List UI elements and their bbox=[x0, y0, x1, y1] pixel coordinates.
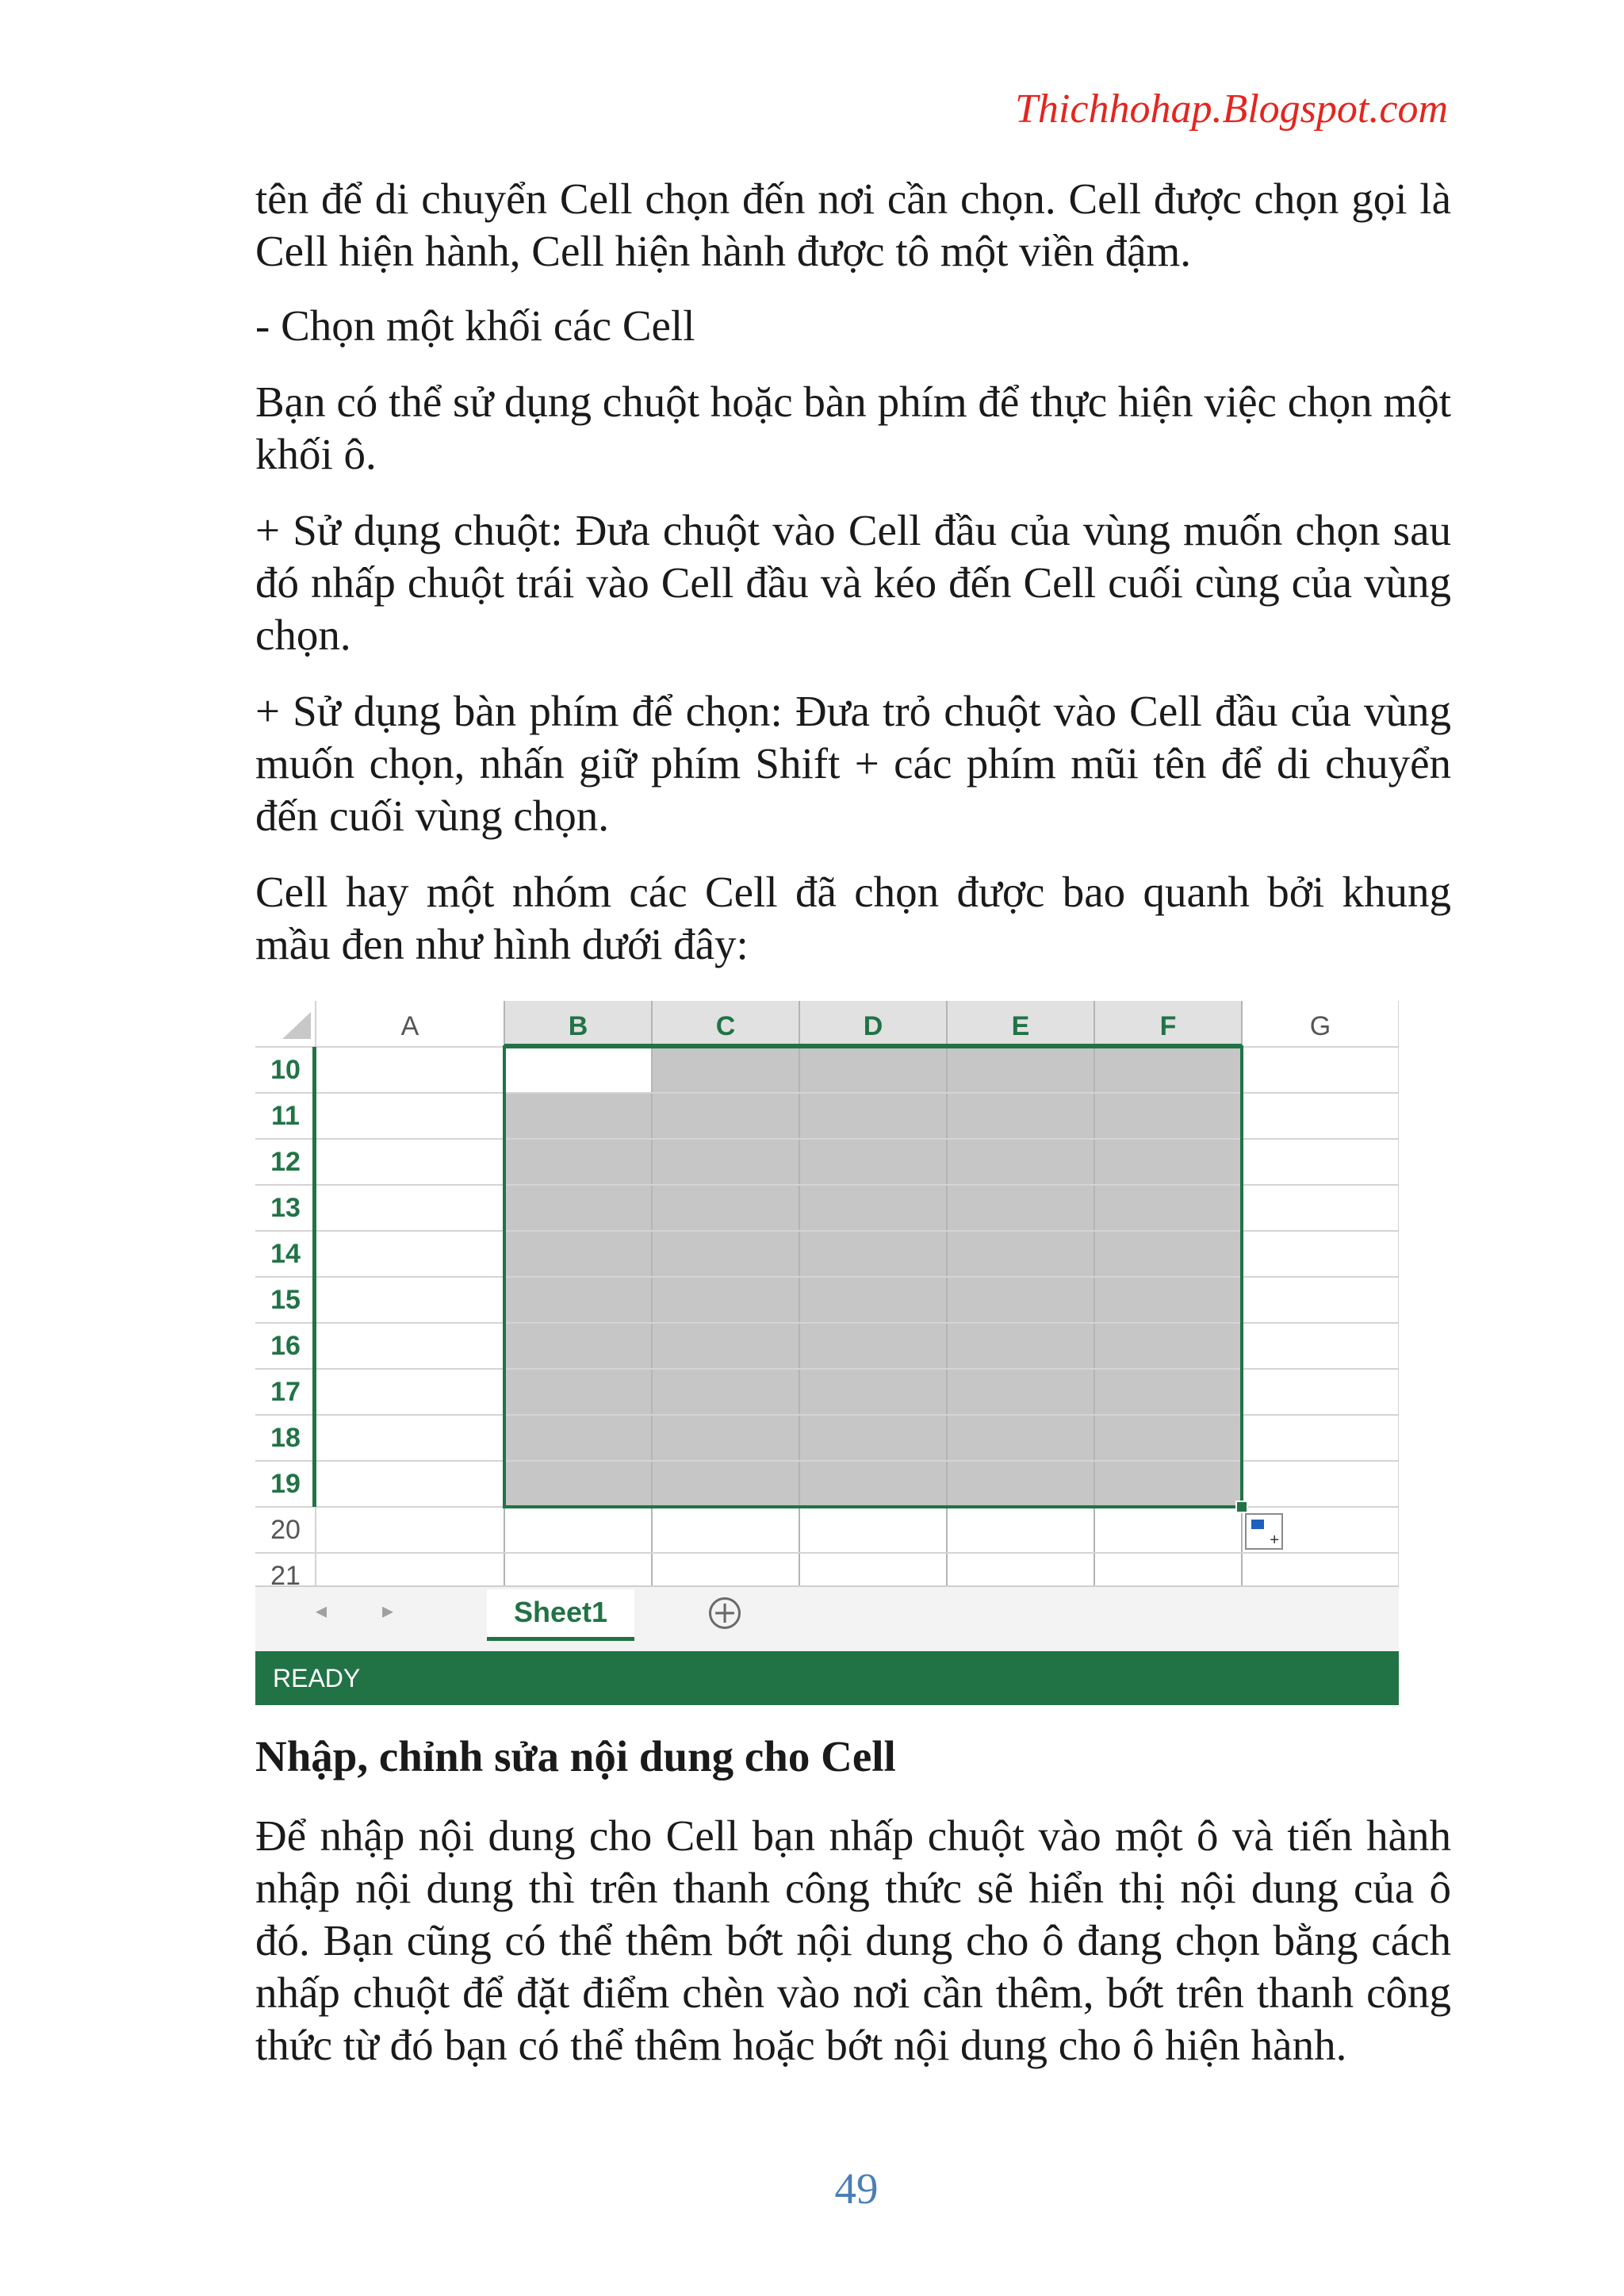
row-header-18[interactable]: 18 bbox=[270, 1423, 301, 1453]
page-number: 49 bbox=[834, 2164, 879, 2213]
paragraph-select-methods: Bạn có thể sử dụng chuột hoặc bàn phím để thực hiện việc chọn một khối ô. bbox=[255, 378, 1451, 478]
column-header-c[interactable]: C bbox=[715, 1011, 736, 1041]
sheet-scroll-right-icon[interactable]: ▸ bbox=[382, 1598, 394, 1623]
paragraph-mouse-select: + Sử dụng chuột: Đưa chuột vào Cell đầu của vùng muốn chọn sau đó nhấp chuột trái vào Cell đầu và kéo đến Cell cuối cùng của vùng chọn. bbox=[255, 506, 1451, 659]
quick-analysis-icon[interactable] bbox=[1245, 1513, 1283, 1550]
paragraph-keyboard-select: + Sử dụng bàn phím để chọn: Đưa trỏ chuột vào Cell đầu của vùng muốn chọn, nhấn giữ phím Shift + các phím mũi tên để di chuyển đến cuối vùng chọn. bbox=[255, 687, 1451, 840]
status-text: READY bbox=[273, 1664, 361, 1692]
paragraph-current-cell: tên để di chuyển Cell chọn đến nơi cần chọn. Cell được chọn gọi là Cell hiện hành, Cell hiện hành được tô một viền đậm. bbox=[255, 174, 1451, 275]
fill-handle bbox=[1236, 1501, 1247, 1512]
site-header: Thichhohap.Blogspot.com bbox=[1015, 86, 1448, 132]
row-header-16[interactable]: 16 bbox=[270, 1331, 301, 1361]
row-header-15[interactable]: 15 bbox=[270, 1285, 301, 1315]
status-bar bbox=[255, 1651, 1399, 1705]
sheet-tab-strip bbox=[255, 1586, 1399, 1651]
active-cell bbox=[504, 1047, 652, 1093]
row-header-10[interactable]: 10 bbox=[270, 1055, 301, 1085]
quick-analysis-icon-mark bbox=[1251, 1520, 1264, 1529]
excel-screenshot bbox=[255, 1001, 1399, 1705]
column-header-f[interactable]: F bbox=[1159, 1011, 1177, 1041]
quick-analysis-icon-plus: + bbox=[1270, 1531, 1279, 1549]
row-header-20[interactable]: 20 bbox=[270, 1515, 301, 1545]
column-header-b[interactable]: B bbox=[568, 1011, 588, 1041]
paragraph-select-block-title: - Chọn một khối các Cell bbox=[255, 301, 695, 350]
row-header-13[interactable]: 13 bbox=[270, 1193, 301, 1223]
plus-circle-icon[interactable]: + bbox=[709, 1597, 741, 1629]
column-header-a[interactable]: A bbox=[400, 1011, 419, 1041]
paragraph-edit-cell: Để nhập nội dung cho Cell bạn nhấp chuột vào một ô và tiến hành nhập nội dung thì trên thanh công thức sẽ hiển thị nội dung của ô đó. Bạn cũng có thể thêm bớt nội dung cho ô đang chọn bằng cách nhấp chuột để đặt điểm chèn vào nơi cần thêm, bớt trên thanh công thức từ đó bạn có thể thêm hoặc bớt nội dung cho ô hiện hành. bbox=[255, 1811, 1451, 2069]
sheet-tab[interactable]: Sheet1 bbox=[487, 1589, 634, 1641]
row-header-17[interactable]: 17 bbox=[270, 1377, 301, 1407]
row-header-11[interactable]: 11 bbox=[271, 1101, 300, 1131]
row-header-14[interactable]: 14 bbox=[270, 1239, 301, 1269]
worksheet-grid bbox=[255, 1001, 1399, 1651]
row-header-21[interactable]: 21 bbox=[270, 1561, 301, 1591]
column-header-e[interactable]: E bbox=[1011, 1011, 1030, 1041]
sheet-scroll-left-icon[interactable]: ◂ bbox=[316, 1598, 327, 1623]
section-heading: Nhập, chỉnh sửa nội dung cho Cell bbox=[255, 1732, 896, 1780]
paragraph-selection-border: Cell hay một nhóm các Cell đã chọn được bao quanh bởi khung mầu đen như hình dưới đây: bbox=[255, 868, 1451, 968]
column-header-g[interactable]: G bbox=[1309, 1011, 1331, 1041]
row-header-19[interactable]: 19 bbox=[270, 1469, 301, 1499]
row-header-12[interactable]: 12 bbox=[270, 1147, 301, 1177]
column-header-d[interactable]: D bbox=[863, 1011, 883, 1041]
